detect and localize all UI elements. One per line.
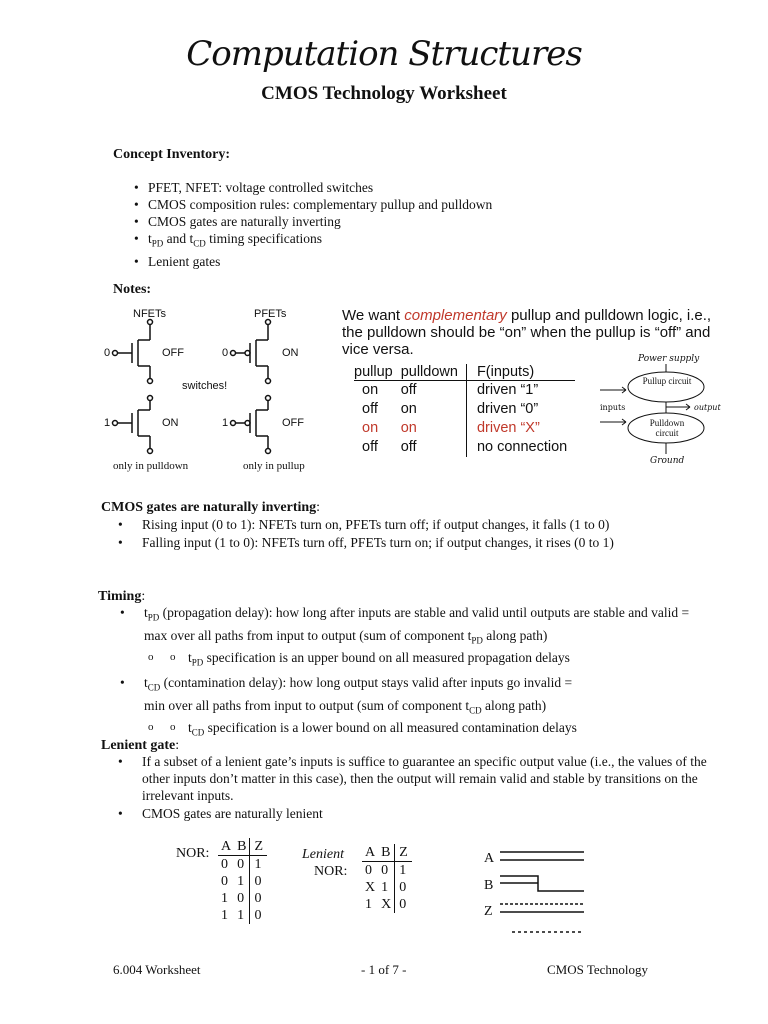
footer-page: - 1 of 7 - [361,962,407,977]
table-row: 0 1 0 [218,873,267,890]
pfet-on-symbol [231,320,271,384]
nfet-off-input: 0 [104,347,111,359]
wave-label-b: B [484,878,494,893]
concept-item: • CMOS composition rules: complementary pullup and pulldown [134,196,492,213]
switches-label: switches! [182,380,228,392]
concept-item-timing: • $t_{PD}$ and $t_{CD}$ timing specifications [134,230,492,253]
list-item: • If a subset of a lenient gate’s inputs is suffice to guarantee an specific output value (i.e., the values of the other inputs don’t matter in this case), then the output will remain valid and stable by transitions on the irrelevant inputs. [120,753,720,804]
lenient-waveforms [498,846,590,936]
only-pullup-label: only in pullup [243,460,305,472]
inverting-heading: CMOS gates are naturally inverting: [101,500,321,515]
wave-label-z: Z [484,904,493,919]
timing-heading: Timing: [98,589,146,604]
concept-heading: Concept Inventory: [113,147,231,162]
lenient-label: Lenient [302,847,344,862]
inverting-list [120,516,614,551]
nor-truth-table: A B Z 0 0 1 0 1 0 1 0 0 1 1 0 [218,838,267,924]
table-row: 1 1 0 [218,907,267,924]
lenient-nor-truth-table: A B Z 0 0 1 X 1 0 1 X 0 [362,844,412,913]
tpd-subitem: o o $t_{PD}$ specification is an upper bound on all measured propagation delays [120,649,720,672]
table-header: pullup [354,364,401,381]
table-row: 1 X 0 [362,896,412,913]
pullup-circuit-label: Pullup circuit [642,376,692,386]
lenient-nor-label: NOR: [314,864,348,879]
table-row: on off driven “1” [362,382,539,398]
table-row: on on driven “X” [362,420,540,436]
footer-left: 6.004 Worksheet [113,962,201,977]
notes-heading: Notes: [113,282,152,297]
list-item: • Rising input (0 to 1): NFETs turn on, PFETs turn off; if output changes, it falls (1 to 0) [120,516,614,533]
nfet-on-symbol [113,396,153,454]
pullup-pulldown-table [354,364,575,457]
concept-list [134,179,492,270]
list-item: • CMOS gates are naturally lenient [120,805,720,822]
footer-right: CMOS Technology [547,962,649,977]
tpd-item: • $t_{PD}$ (propagation delay): how long after inputs are stable and valid until outputs are stable and valid = max over all paths from input to output (sum of component $t_{PD}$ along path) [120,605,690,646]
table-row: off on driven “0” [362,401,539,417]
table-row: 1 0 0 [218,890,267,907]
nor-label: NOR: [176,846,210,861]
pfet-off-input: 1 [222,417,229,429]
only-pulldown-label: only in pulldown [113,460,189,472]
svg-text:output: output [694,403,721,412]
lenient-heading: Lenient gate: [101,738,180,753]
nfets-label: NFETs [133,308,166,320]
pfet-on-state: ON [282,347,299,359]
pfet-on-input: 0 [222,347,229,359]
table-header: pulldown [401,364,467,381]
wave-label-a: A [484,851,495,866]
table-row: X 1 0 [362,879,412,896]
tcd-item: • $t_{CD}$ (contamination delay): how long output stays valid after inputs go invalid = min over all paths from input to output (sum of component $t_{CD}$ along path) [120,675,573,716]
svg-text:Power supply: Power supply [638,354,700,364]
table-row: 0 0 1 [362,862,412,880]
nfet-on-state: ON [162,417,179,429]
lenient-list [120,753,720,822]
pfets-label: PFETs [254,308,287,320]
svg-text:inputs: inputs [600,403,626,412]
tcd-subitem: o o $t_{CD}$ specification is a lower bound on all measured contamination delays [120,719,720,742]
cmos-block-diagram [598,350,733,468]
timing-section [120,604,720,742]
nfet-off-symbol [113,320,153,384]
nfet-on-input: 1 [104,417,111,429]
pfet-off-symbol [231,396,271,454]
page-title: CMOS Technology Worksheet [261,83,507,104]
concept-item: • PFET, NFET: voltage controlled switches [134,179,492,196]
complementary-rule: We want complementary pullup and pulldown logic, i.e., the pulldown should be “on” when the pullup is “off” and vice versa. [342,307,712,358]
brand-title: Computation Structures [186,34,582,74]
table-row: 0 0 1 [218,856,267,874]
pulldown-circuit-label: Pulldown circuit [649,418,685,438]
table-row: off off no connection [362,439,568,455]
table-header: F(inputs) [466,364,575,381]
svg-text:Ground: Ground [650,456,685,466]
concept-item: • Lenient gates [134,253,492,270]
concept-item: • CMOS gates are naturally inverting [134,213,492,230]
nfet-off-state: OFF [162,347,184,359]
list-item: • Falling input (1 to 0): NFETs turn off, PFETs turn on; if output changes, it rises (0 to 1) [120,534,614,551]
pfet-off-state: OFF [282,417,304,429]
